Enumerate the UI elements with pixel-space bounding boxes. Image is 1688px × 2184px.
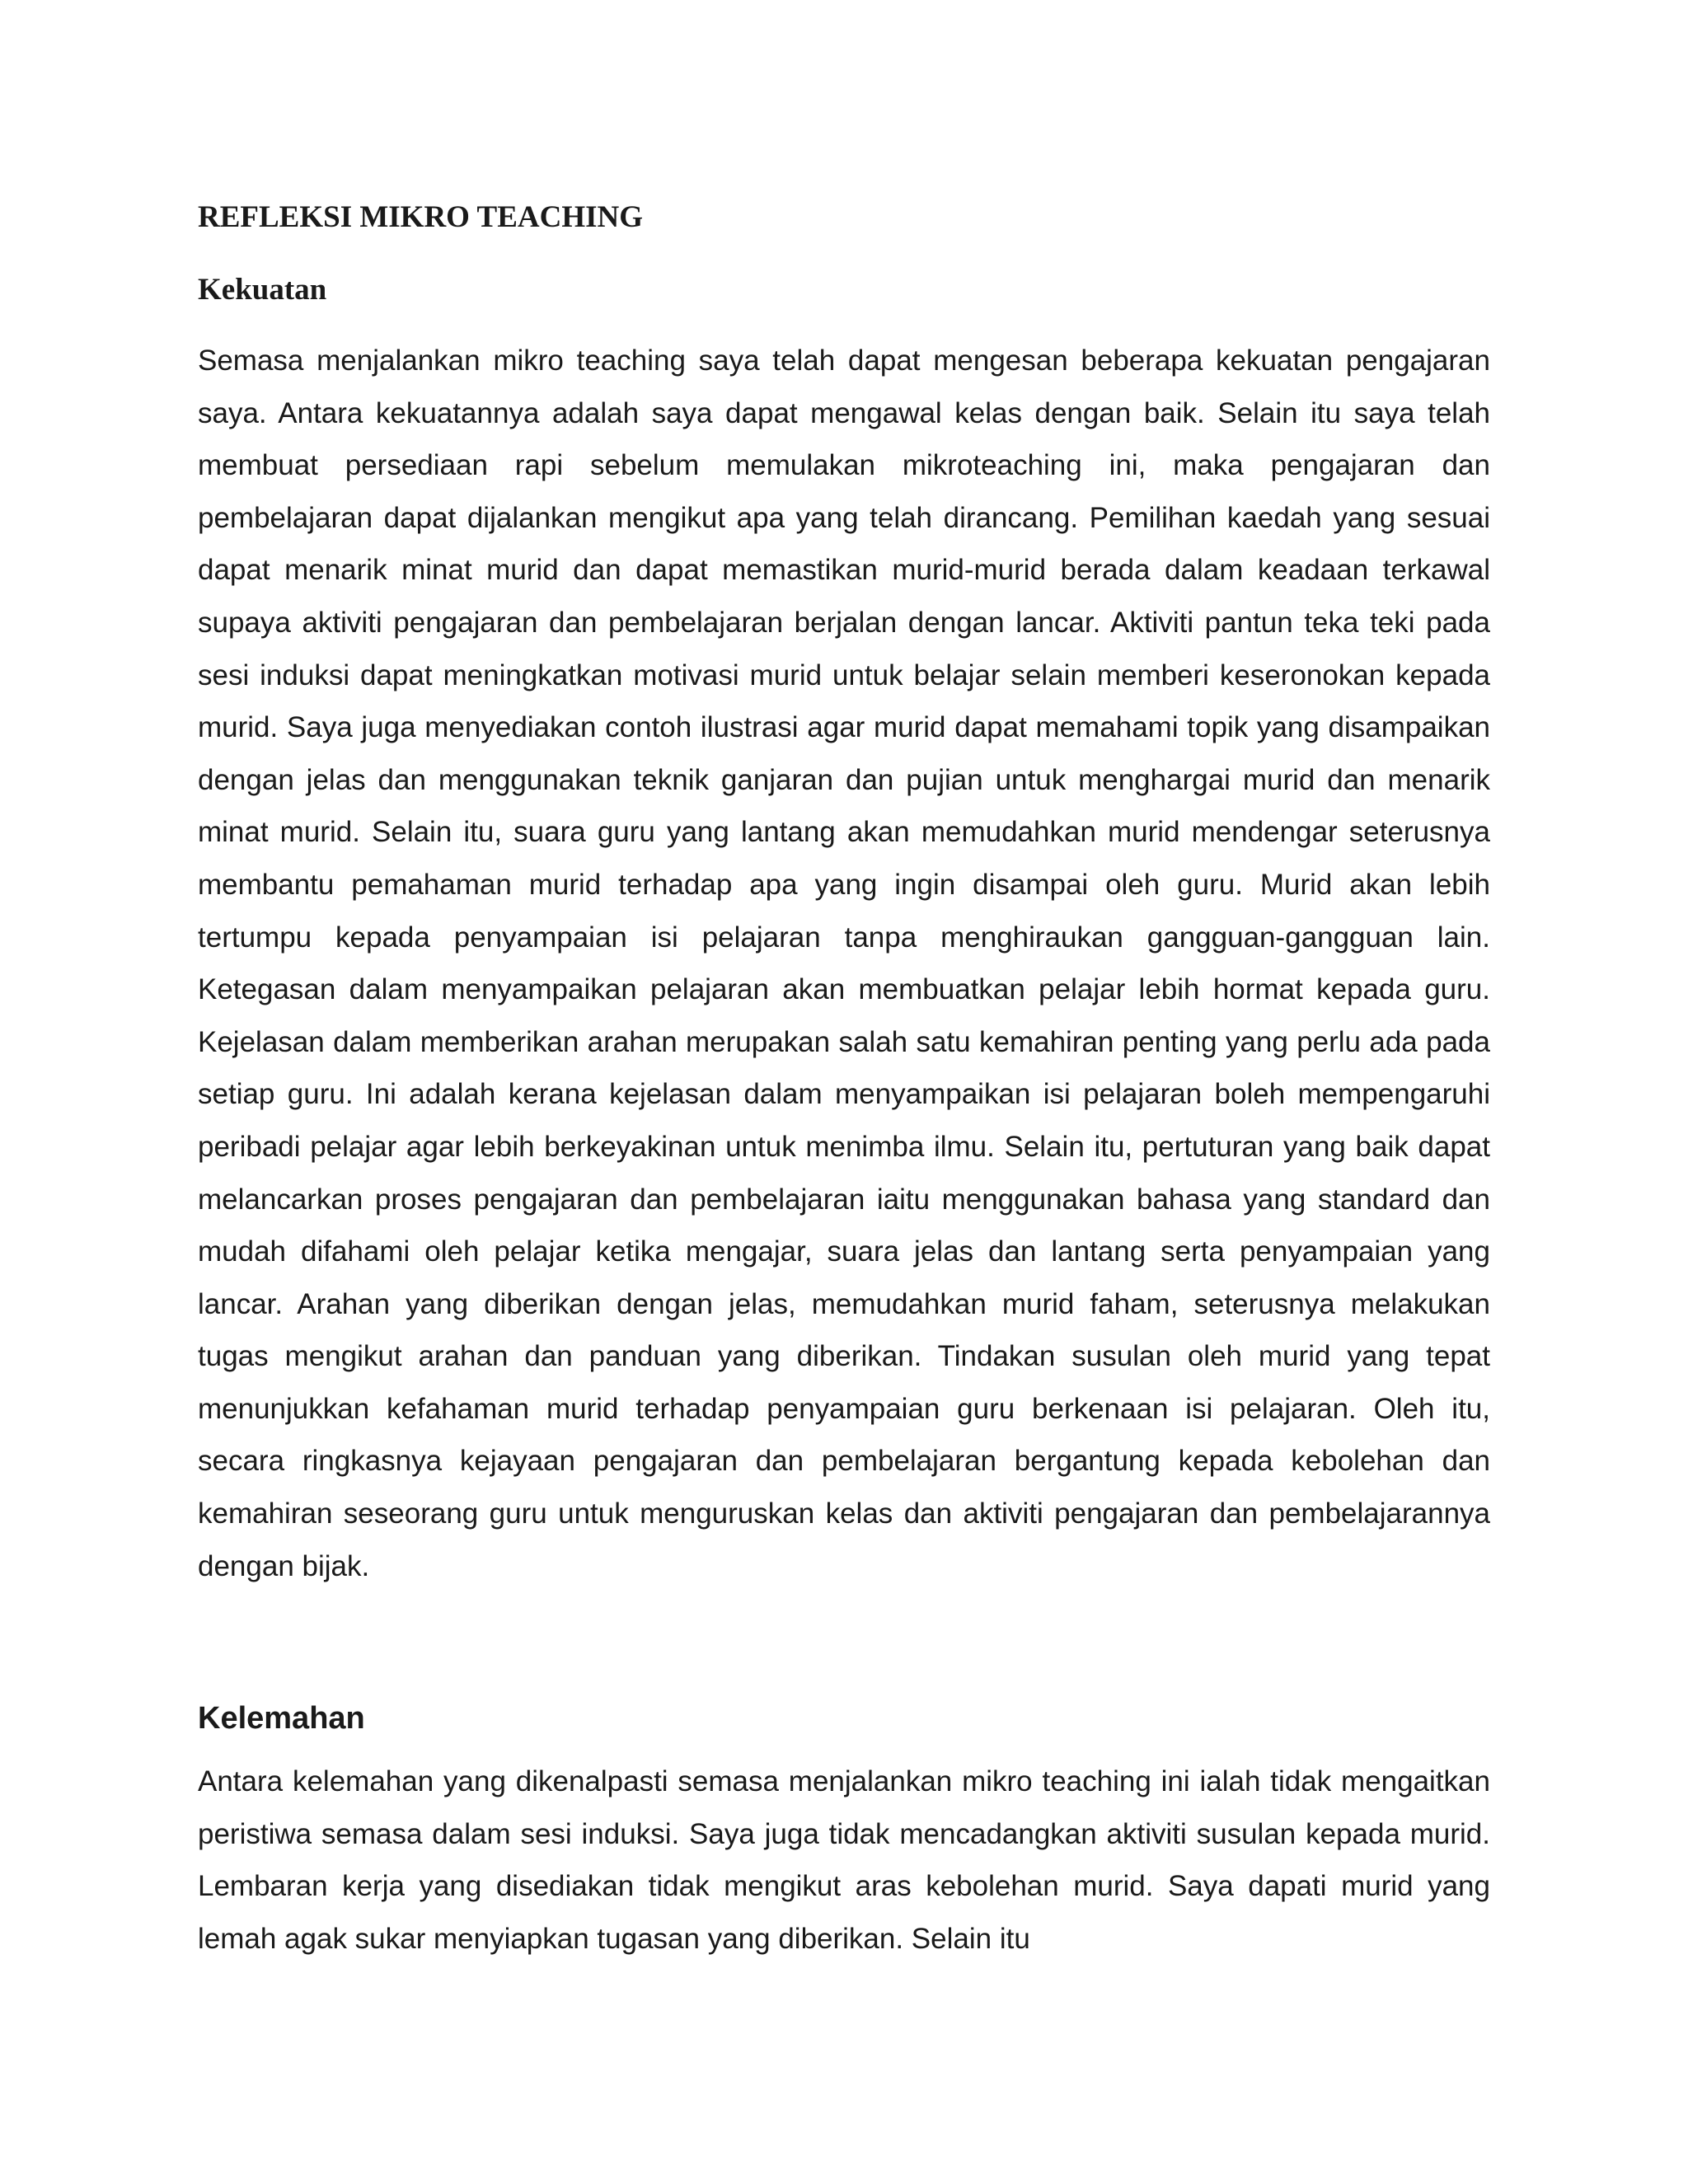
section-body-kelemahan: Antara kelemahan yang dikenalpasti semasa menjalankan mikro teaching ini ialah tidak mengaitkan peristiwa semasa dalam sesi induksi. Saya juga tidak mencadangkan aktiviti susulan kepada murid. Lembaran kerja yang disediakan tidak mengikut aras kebolehan murid. Saya dapati murid yang lemah agak sukar menyiapkan tugasan yang diberikan. Selain itu [198, 1765, 1490, 1955]
section-body-kekuatan: Semasa menjalankan mikro teaching saya telah dapat mengesan beberapa kekuatan pengajaran saya. Antara kekuatannya adalah saya dapat mengawal kelas dengan baik. Selain itu saya telah membuat persediaan rapi sebelum memulakan mikroteaching ini, maka pengajaran dan pembelajaran dapat dijalankan mengikut apa yang telah dirancang. Pemilihan kaedah yang sesuai dapat menarik minat murid dan dapat memastikan murid-murid berada dalam keadaan terkawal supaya aktiviti pengajaran dan pembelajaran berjalan dengan lancar. Aktiviti pantun teka teki pada sesi induksi dapat meningkatkan motivasi murid untuk belajar selain memberi keseronokan kepada murid. Saya juga menyediakan contoh ilustrasi agar murid dapat memahami topik yang disampaikan dengan jelas dan menggunakan teknik ganjaran dan pujian untuk menghargai murid dan menarik minat murid. Selain itu, suara guru yang lantang akan memudahkan murid mendengar seterusnya membantu pemahaman murid terhadap apa yang ingin disampai oleh guru. Murid akan lebih tertumpu kepada penyampaian isi pelajaran tanpa menghiraukan gangguan-gangguan lain. Ketegasan dalam menyampaikan pelajaran akan membuatkan pelajar lebih hormat kepada guru. Kejelasan dalam memberikan arahan merupakan salah satu kemahiran penting yang perlu ada pada setiap guru. Ini adalah kerana kejelasan dalam menyampaikan isi pelajaran boleh mempengaruhi peribadi pelajar agar lebih berkeyakinan untuk menimba ilmu. Selain itu, pertuturan yang baik dapat melancarkan proses pengajaran dan pembelajaran iaitu menggunakan bahasa yang standard dan mudah difahami oleh pelajar ketika mengajar, suara jelas dan lantang serta penyampaian yang lancar. Arahan yang diberikan dengan jelas, memudahkan murid faham, seterusnya melakukan tugas mengikut arahan dan panduan yang diberikan. Tindakan susulan oleh murid yang tepat menunjukkan kefahaman murid terhadap penyampaian guru berkenaan isi pelajaran. Oleh itu, secara ringkasnya kejayaan pengajaran dan pembelajaran bergantung kepada kebolehan dan kemahiran seseorang guru untuk menguruskan kelas dan aktiviti pengajaran dan pembelajarannya dengan bijak. [198, 344, 1490, 1582]
section-heading-kelemahan: Kelemahan [198, 1701, 365, 1736]
document-title: REFLEKSI MIKRO TEACHING [198, 200, 644, 234]
section-heading-kekuatan: Kekuatan [198, 273, 327, 307]
